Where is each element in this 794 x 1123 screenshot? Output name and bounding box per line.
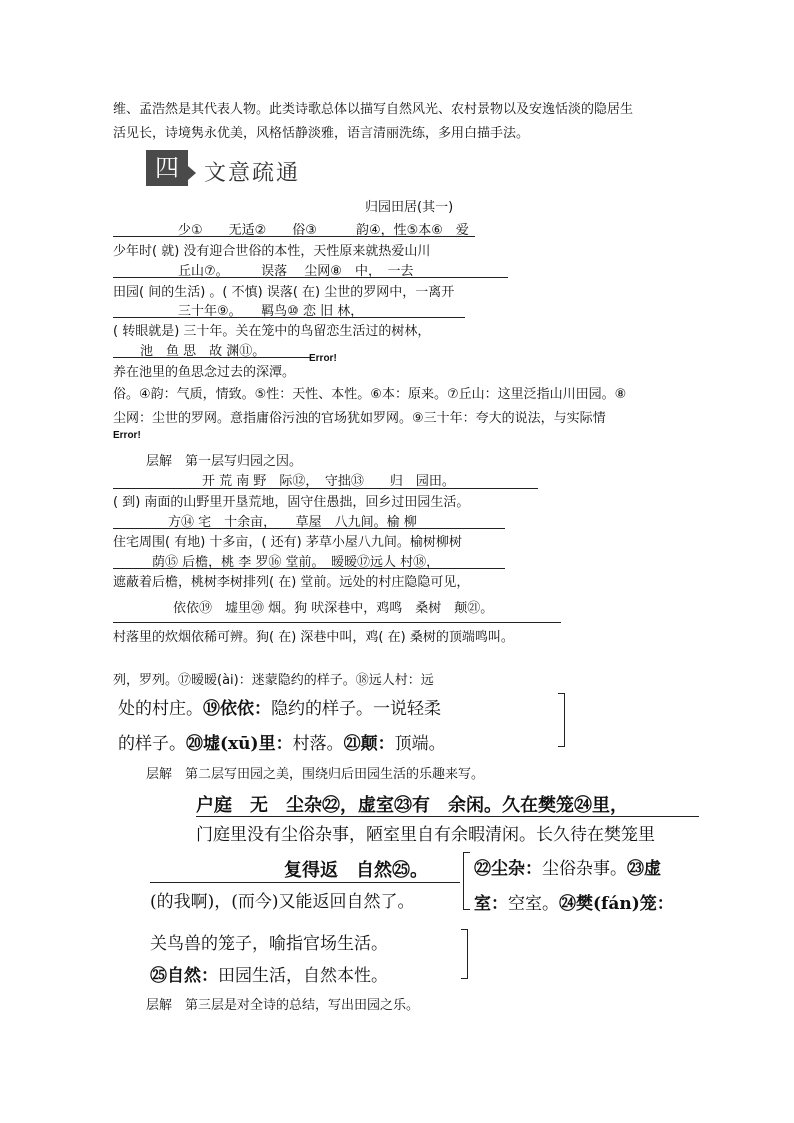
stanza2-poem-line-4: 依依⑲ 墟里⑳ 烟。狗 吠深巷中，鸡鸣 桑树 颠㉑。 <box>173 601 494 616</box>
note-23-24 <box>474 889 674 914</box>
note-text: 田园生活，自然本性。 <box>218 966 388 986</box>
note-text: 村落。 <box>292 734 344 754</box>
stanza2-translation-line-4: 村落里的炊烟依稀可辨。狗( 在) 深巷中叫，鸡( 在) 桑树的顶端鸣叫。 <box>113 630 514 645</box>
note-24-term: ㉔樊(fán)笼： <box>559 894 674 914</box>
stanza3-translation-line-2: (的我啊)，(而今)又能返回自然了。 <box>150 892 415 912</box>
layer1-explanation: 层解 第一层写归园之因。 <box>146 454 303 469</box>
note-23-term: ㉓虚 <box>627 859 661 879</box>
notes2-line-3 <box>118 729 446 754</box>
underline <box>113 317 465 318</box>
stanza1-translation-line-1: 少年时( 就) 没有迎合世俗的本性，天性原来就热爱山川 <box>113 244 431 259</box>
note-22-23 <box>474 854 661 879</box>
note-text: 处的村庄。 <box>118 699 203 719</box>
notes1-line-2: 尘网：尘世的罗网。意指庸俗污浊的官场犹如罗网。⑨三十年：夸大的说法，与实际情 <box>113 411 606 426</box>
stanza1-poem-line-1: 少① 无适② 俗③ 韵④，性⑤本⑥ 爱 <box>178 223 469 238</box>
stanza3-translation-line-1: 门庭里没有尘俗杂事，陋室里自有余暇清闲。长久待在樊笼里 <box>196 825 655 845</box>
stanza2-poem-line-1: 开 荒 南 野 际⑫， 守拙⑬ 归 园田。 <box>202 474 455 489</box>
error-marker: Error! <box>309 353 337 364</box>
underline <box>113 568 505 569</box>
note-20-term: ⑳墟(xū)里： <box>186 734 293 754</box>
stanza1-translation-line-3: ( 转眼就是) 三十年。关在笼中的鸟留恋生活过的树林， <box>113 324 431 339</box>
bracket <box>558 693 565 747</box>
bracket <box>461 929 468 979</box>
notes1-line-1: 俗。④韵：气质，情致。⑤性：天性、本性。⑥本：原来。⑦丘山：这里泛指山川田园。⑧ <box>113 387 627 402</box>
stanza2-translation-line-2: 住宅周围( 有地) 十多亩，( 还有) 茅草小屋八九间。榆树柳树 <box>113 535 462 550</box>
intro-line-1: 维、孟浩然是其代表人物。此类诗歌总体以描写自然风光、农村景物以及安逸恬淡的隐居生 <box>113 102 634 117</box>
layer2-explanation: 层解 第二层写田园之美，围绕归后田园生活的乐趣来写。 <box>146 767 485 782</box>
stanza1-poem-line-2: 丘山⑦。 误落 尘网⑧ 中， 一去 <box>178 264 414 279</box>
stanza2-poem-line-2: 方⑭ 宅 十余亩， 草屋 八九间。榆 柳 <box>168 515 417 530</box>
bracket <box>463 852 470 910</box>
stanza1-translation-line-4: 养在池里的鱼思念过去的深潭。 <box>113 365 296 380</box>
note-text: 空室。 <box>508 894 559 914</box>
stanza2-translation-line-1: ( 到) 南面的山野里开垦荒地，固守住愚拙，回乡过田园生活。 <box>113 495 470 510</box>
underline <box>113 622 561 623</box>
intro-line-2: 活见长，诗境隽永优美，风格恬静淡雅，语言清丽洗练，多用白描手法。 <box>113 126 530 141</box>
underline <box>113 277 508 278</box>
note-22-term: ㉒尘杂： <box>474 859 542 879</box>
note-21-term: ㉑颠： <box>343 734 395 754</box>
stanza1-poem-line-3: 三十年⑨。 羁鸟⑩ 恋 旧 林， <box>178 304 364 319</box>
error-marker: Error! <box>113 430 141 441</box>
notes3-line-3 <box>150 961 388 986</box>
section-arrow-icon <box>188 166 196 180</box>
note-25-term: ㉕自然： <box>150 966 218 986</box>
stanza3-poem-line-2: 复得返 自然㉕。 <box>284 860 428 881</box>
underline <box>113 528 505 529</box>
stanza3-poem-line-1: 户庭 无 尘杂㉒，虚室㉓有 余闲。久在樊笼㉔里， <box>196 795 628 816</box>
underline <box>196 816 699 817</box>
section-title: 文意疏通 <box>204 161 301 186</box>
stanza2-translation-line-3: 遮蔽着后檐，桃树李树排列( 在) 堂前。远处的村庄隐隐可见， <box>113 575 470 590</box>
underline <box>113 357 313 358</box>
note-text: 尘俗杂事。 <box>542 859 627 879</box>
note-text: 顶端。 <box>394 734 446 754</box>
notes3-line-2: 关鸟兽的笼子，喻指官场生活。 <box>150 934 388 954</box>
note-23-term: 室： <box>474 894 508 914</box>
notes2-line-2 <box>118 694 441 719</box>
layer3-explanation: 层解 第三层是对全诗的总结，写出田园之乐。 <box>146 998 420 1013</box>
notes2-line-1: 列，罗列。⑰暧暧(ài)：迷蒙隐约的样子。⑱远人村：远 <box>113 673 434 688</box>
underline <box>150 882 460 883</box>
stanza2-poem-line-3: 荫⑮ 后檐，桃 李 罗⑯ 堂前。 暧暧⑰远人 村⑱， <box>152 555 440 570</box>
note-text: 隐约的样子。一说轻柔 <box>271 699 441 719</box>
stanza1-poem-line-4: 池 鱼 思 故 渊⑪。 <box>140 344 266 359</box>
section-number: 四 <box>146 150 188 186</box>
underline <box>113 488 538 489</box>
stanza1-translation-line-2: 田园( 间的生活) 。( 不慎) 误落( 在) 尘世的罗网中，一离开 <box>113 285 455 300</box>
poem-title: 归园田居(其一) <box>365 200 454 215</box>
underline <box>113 236 475 237</box>
note-19-term: ⑲依依： <box>203 699 271 719</box>
note-text: 的样子。 <box>118 734 186 754</box>
